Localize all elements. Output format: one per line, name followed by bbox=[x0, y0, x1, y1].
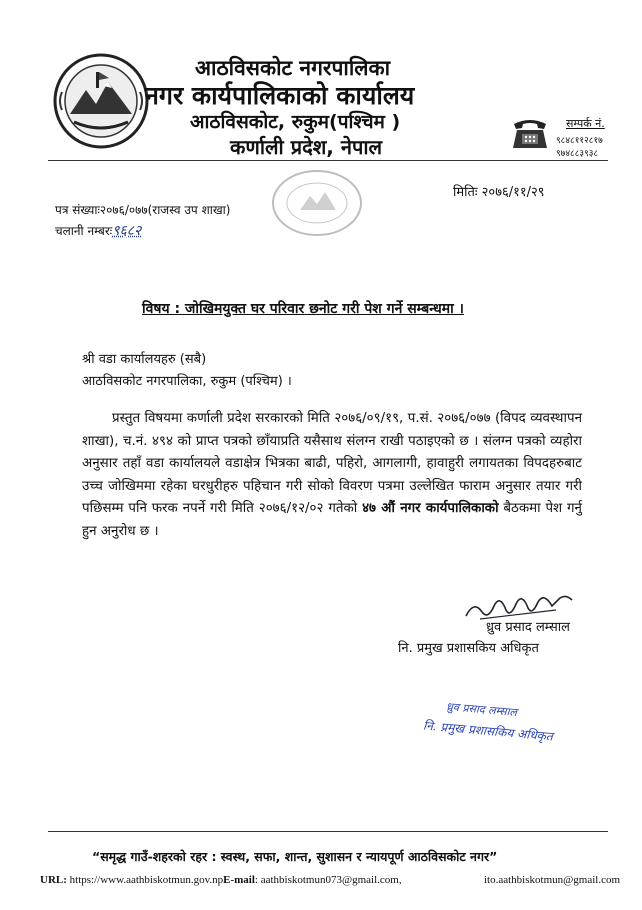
footer-contact-line bbox=[40, 874, 402, 886]
office-stamp-seal bbox=[270, 168, 364, 238]
email-address-secondary[interactable]: ito.aathbiskotmun@gmail.com bbox=[484, 874, 621, 886]
addressee-line: श्री वडा कार्यालयहरु (सबै) bbox=[82, 352, 207, 367]
email-address[interactable]: : aathbiskotmun073@gmail.com, bbox=[254, 874, 402, 886]
telephone-icon bbox=[510, 116, 550, 150]
contact-number: ९७४८८३९३८ bbox=[556, 149, 599, 159]
reference-number: पत्र संख्याः२०७६/०७७(राजस्व उप शाखा) bbox=[55, 203, 231, 217]
stamp-title: नि. प्रमुख प्रशासकिय अधिकृत bbox=[422, 718, 554, 744]
letter-body bbox=[82, 408, 582, 543]
office-address: आठविसकोट, रुकुम(पश्चिम ) bbox=[190, 111, 401, 133]
province-name: कर्णाली प्रदेश, नेपाल bbox=[230, 135, 383, 159]
footer-motto: “समृद्ध गाउँ-शहरको रहर : स्वस्थ, सफा, शान्त, सुशासन र न्यायपूर्ण आठविसकोट नगर” bbox=[92, 849, 498, 864]
email-label: E-mail bbox=[223, 874, 255, 886]
contact-number: ९८४८११२८१७ bbox=[556, 136, 603, 146]
registration-label: चलानी नम्बरः bbox=[55, 224, 113, 238]
body-bold-text: ४७ औं नगर कार्यपालिकाको bbox=[362, 501, 499, 516]
registration-number: ९६८२ bbox=[112, 223, 142, 239]
header-divider bbox=[48, 160, 608, 161]
body-text: बैठकमा पेश गर्नु हुन अनुरोध छ । bbox=[82, 501, 582, 539]
contact-label: सम्पर्क नं. bbox=[566, 117, 605, 130]
stamp-name: ध्रुव प्रसाद लम्साल bbox=[445, 699, 518, 720]
addressee-line: आठविसकोट नगरपालिका, रुकुम (पश्चिम) । bbox=[82, 374, 292, 389]
footer-divider bbox=[48, 831, 608, 832]
letter-date: मितिः २०७६/११/२९ bbox=[453, 185, 545, 200]
body-text: प्रस्तुत विषयमा कर्णाली प्रदेश सरकारको मिति २०७६/०९/१९, प.सं. २०७६/०७७ (विपद व्यवस्थापन शाखा), च.नं. ४९४ को प्राप्त पत्रको छाँयाप्रति यसैसाथ संलग्न राखी पठाइएको छ । संलग्न पत्रको व्यहोरा अनुसार तहाँ वडा कार्यालयले वडाक्षेत्र भित्रका बाढी, पहिरो, आगलागी, हावाहुरी लगायतका विपदहरुबाट उच्च जोखिममा रहेका घरधुरीहरु पहिचान गरी सोको विवरण पत्रमा उल्लेखित फाराम अनुसार तयार गरी पछिसम्म पनि फरक नपर्ने गरी मिति २०७६/१२/०२ गतेको bbox=[82, 411, 582, 516]
signatory-name: ध्रुव प्रसाद लम्साल bbox=[486, 620, 570, 635]
website-link[interactable]: https://www.aathbiskotmun.gov.np bbox=[69, 874, 224, 886]
registration-line bbox=[55, 221, 141, 240]
office-name: नगर कार्यपालिकाको कार्यालय bbox=[145, 81, 415, 110]
signatory-title: नि. प्रमुख प्रशासकिय अधिकृत bbox=[398, 641, 539, 656]
letter-subject: विषय : जोखिमयुक्त घर परिवार छनोट गरी पेश गर्ने सम्बन्धमा । bbox=[142, 301, 464, 317]
url-label: URL: bbox=[40, 874, 67, 886]
municipality-name: आठविसकोट नगरपालिका bbox=[195, 56, 391, 80]
nepal-emblem-logo bbox=[52, 52, 150, 150]
